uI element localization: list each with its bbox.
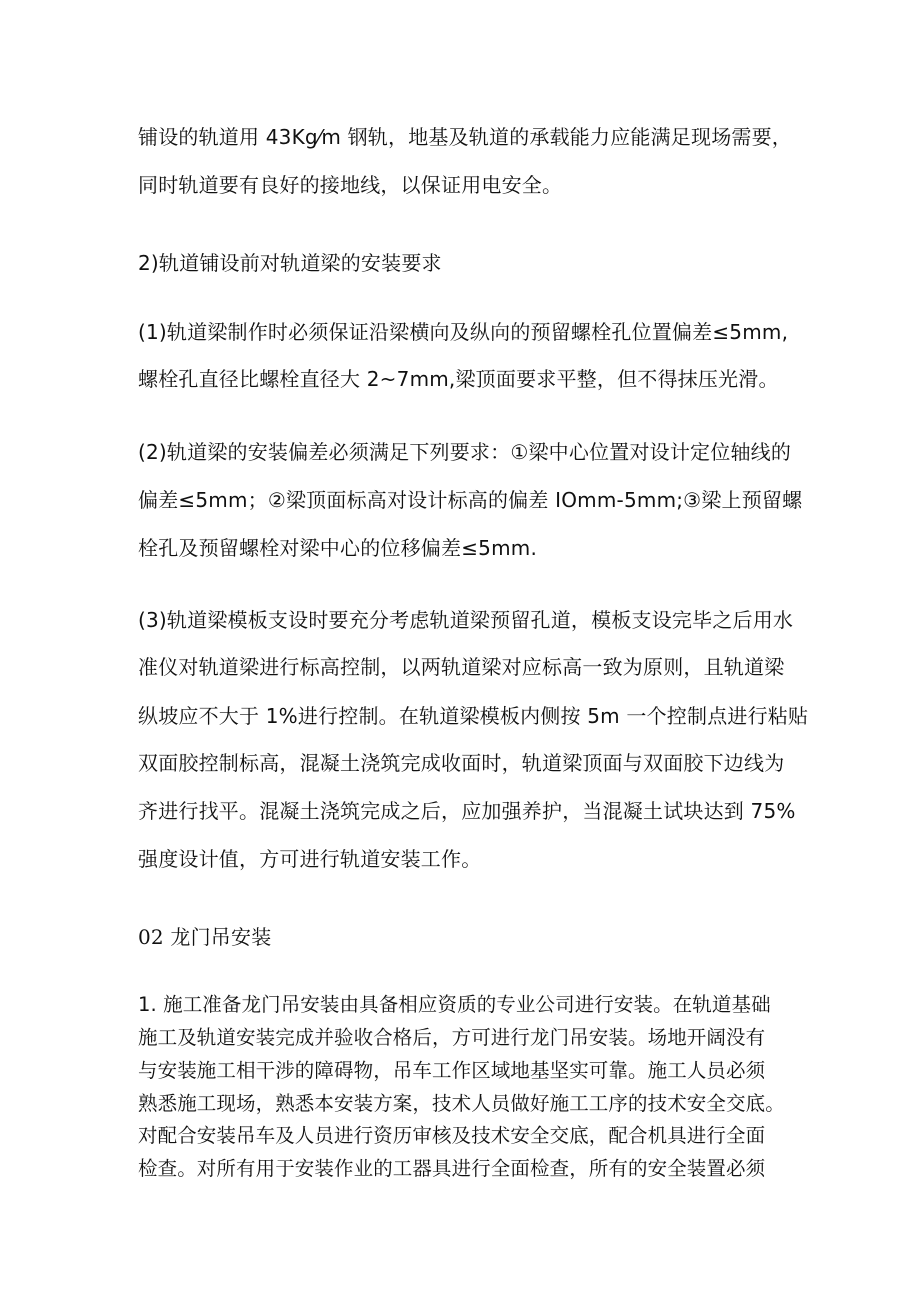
prep-line-1: 1. 施工准备龙门吊安装由具备相应资质的专业公司进行安装。在轨道基础 [138,993,771,1016]
item-3-line-4: 双面胶控制标高，混凝土浇筑完成收面时，轨道梁顶面与双面胶下边线为 [138,751,785,775]
item-3-line-1: (3)轨道梁模板支设时要充分考虑轨道梁预留孔道，模板支设完毕之后用水 [138,608,794,632]
item-3-line-5: 齐进行找平。混凝土浇筑完成之后，应加强养护，当混凝土试块达到 75% [138,799,796,823]
item-1-line-1: (1)轨道梁制作时必须保证沿梁横向及纵向的预留螺栓孔位置偏差≤5mm, [138,320,789,344]
section-heading-gantry-crane: 02 龙门吊安装 [138,925,272,949]
item-1-line-2: 螺栓孔直径比螺栓直径大 2~7mm,梁顶面要求平整，但不得抹压光滑。 [138,367,779,391]
item-3-line-2: 准仪对轨道梁进行标高控制，以两轨道梁对应标高一致为原则，且轨道梁 [138,655,785,679]
prep-line-2: 施工及轨道安装完成并验收合格后，方可进行龙门吊安装。场地开阔没有 [138,1026,766,1049]
item-3-line-3: 纵坡应不大于 1%进行控制。在轨道梁模板内侧按 5m 一个控制点进行粘贴 [138,704,809,728]
prep-line-4: 熟悉施工现场，熟悉本安装方案，技术人员做好施工工序的技术安全交底。 [138,1092,785,1115]
item-3-line-6: 强度设计值，方可进行轨道安装工作。 [138,847,482,871]
intro-line-2: 同时轨道要有良好的接地线，以保证用电安全。 [138,173,563,197]
prep-line-5: 对配合安装吊车及人员进行资历审核及技术安全交底，配合机具进行全面 [138,1124,766,1147]
prep-line-3: 与安装施工相干涉的障碍物，吊车工作区域地基坚实可靠。施工人员必须 [138,1059,766,1082]
subheading-track-beam: 2)轨道铺设前对轨道梁的安装要求 [138,251,442,275]
item-2-line-3: 栓孔及预留螺栓对梁中心的位移偏差≤5mm. [138,536,538,560]
prep-line-6: 检查。对所有用于安装作业的工器具进行全面检查，所有的安全装置必须 [138,1157,766,1180]
item-2-line-2: 偏差≤5mm；②梁顶面标高对设计标高的偏差 IOmm-5mm;③梁上预留螺 [138,488,803,512]
item-2-line-1: (2)轨道梁的安装偏差必须满足下列要求：①梁中心位置对设计定位轴线的 [138,440,792,464]
intro-line-1: 铺设的轨道用 43Kg⁄m 钢轨，地基及轨道的承载能力应能满足现场需要， [138,125,792,149]
